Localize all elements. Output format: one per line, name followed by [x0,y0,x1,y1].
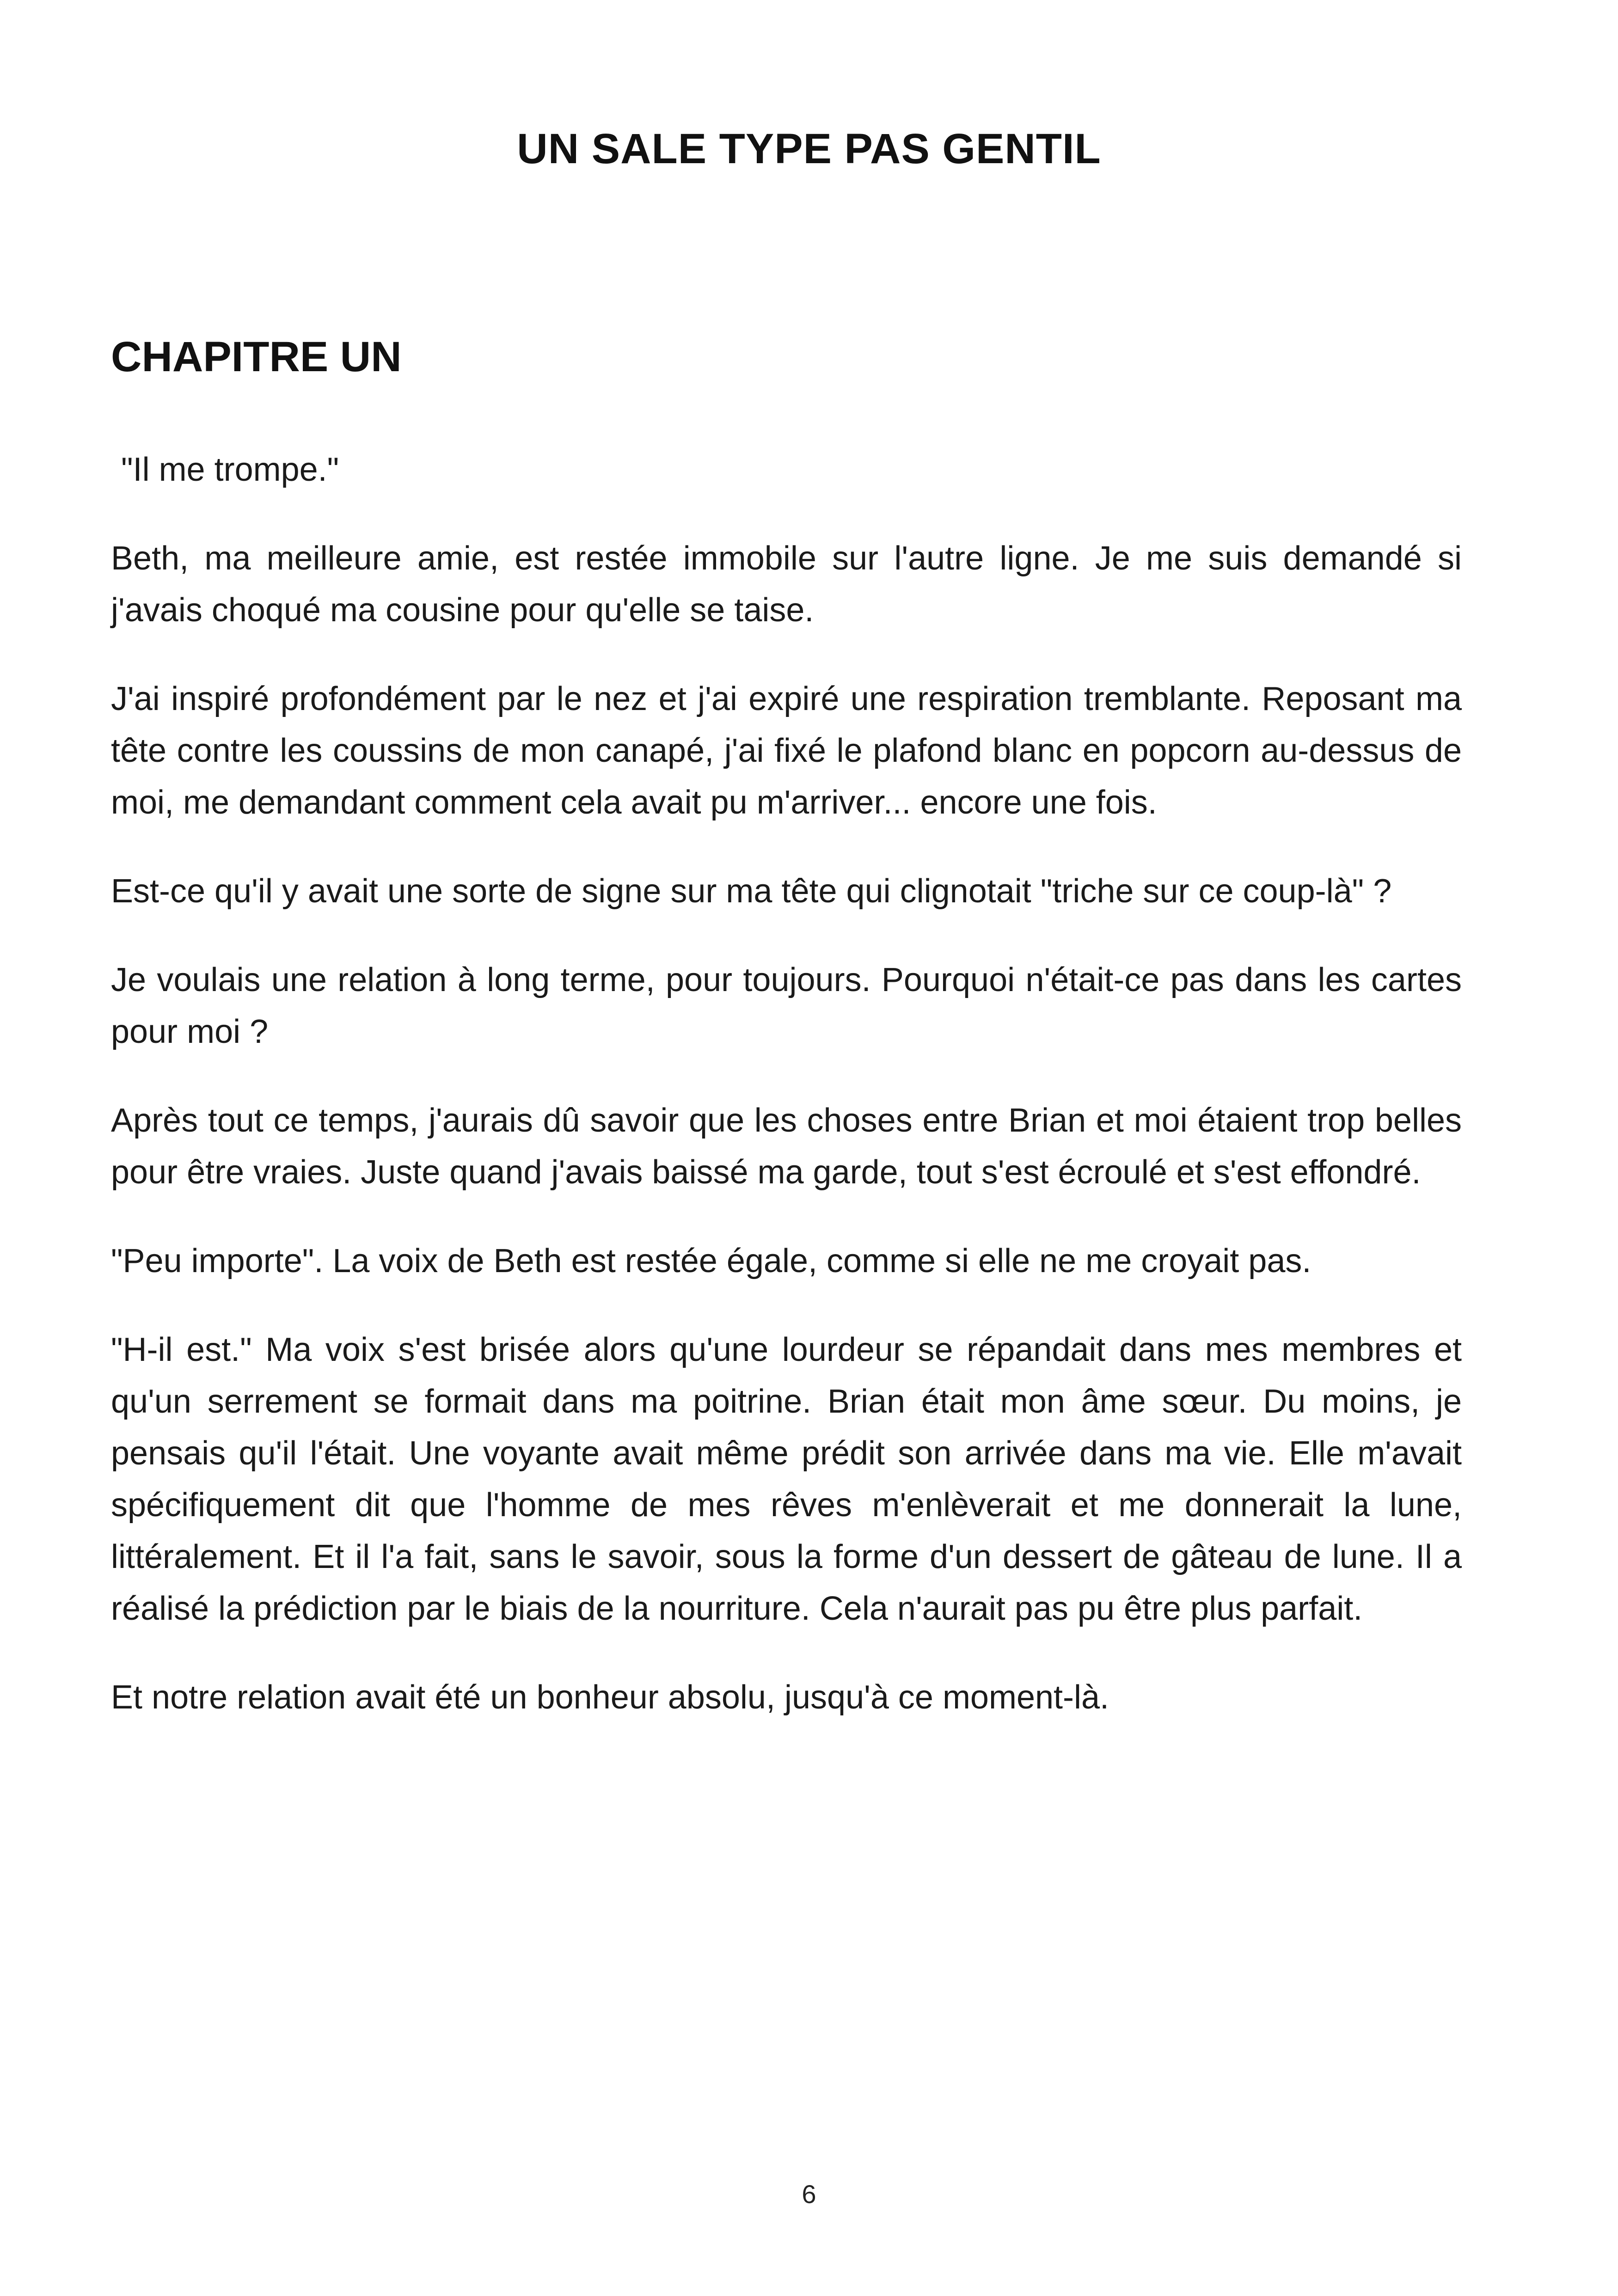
paragraph: J'ai inspiré profondément par le nez et j'ai expiré une respiration tremblante. Reposant ma tête contre les coussins de mon canapé, j'ai fixé le plafond blanc en popcorn au-dessus de moi, me demandant comment cela avait pu m'arriver... encore une fois. [111,680,1462,821]
paragraph: Après tout ce temps, j'aurais dû savoir que les choses entre Brian et moi étaient trop belles pour être vraies. Juste quand j'avais baissé ma garde, tout s'est écroulé et s'est effondré. [111,1102,1462,1191]
paragraph: "H-il est." Ma voix s'est brisée alors qu'une lourdeur se répandait dans mes membres et qu'un serrement se formait dans ma poitrine. Brian était mon âme sœur. Du moins, je pensais qu'il l'était. Une voyante avait même prédit son arrivée dans ma vie. Elle m'avait spécifiquement dit que l'homme de mes rêves m'enlèverait et me donnerait la lune, littéralement. Et il l'a fait, sans le savoir, sous la forme d'un dessert de gâteau de lune. Il a réalisé la prédiction par le biais de la nourriture. Cela n'aurait pas pu être plus parfait. [111,1331,1462,1627]
chapter-body [111,444,1462,1760]
book-title: UN SALE TYPE PAS GENTIL [517,125,1101,172]
paragraph: "Peu importe". La voix de Beth est restée égale, comme si elle ne me croyait pas. [111,1243,1312,1280]
page-number: 6 [802,2180,816,2209]
paragraph: "Il me trompe." [121,451,339,488]
paragraph: Je voulais une relation à long terme, pour toujours. Pourquoi n'était-ce pas dans les cartes pour moi ? [111,961,1462,1050]
paragraph: Est-ce qu'il y avait une sorte de signe sur ma tête qui clignotait "triche sur ce coup-là" ? [111,873,1392,910]
paragraph: Beth, ma meilleure amie, est restée immobile sur l'autre ligne. Je me suis demandé si j'avais choqué ma cousine pour qu'elle se taise. [111,540,1462,629]
paragraph: Et notre relation avait été un bonheur absolu, jusqu'à ce moment-là. [111,1679,1109,1716]
chapter-title: CHAPITRE UN [111,333,402,380]
